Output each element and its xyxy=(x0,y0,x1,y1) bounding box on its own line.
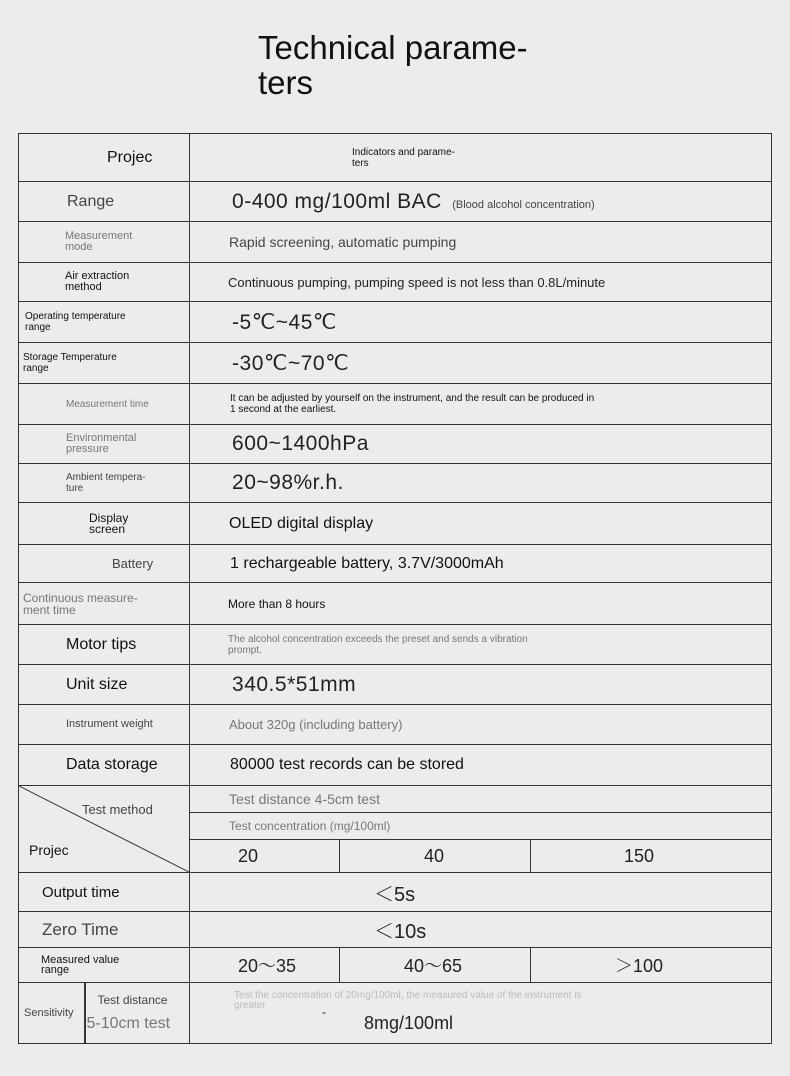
table-row xyxy=(19,625,772,665)
sens-note xyxy=(234,991,581,1011)
row-label-line1: Air extraction xyxy=(65,270,130,282)
sens-distance-label: Test distance xyxy=(97,993,168,1007)
test-col-3: 150 xyxy=(624,845,655,866)
row-label-line1: Continuous measure- xyxy=(23,590,138,605)
row-label xyxy=(19,271,189,293)
row-label xyxy=(19,592,189,616)
measured-label xyxy=(19,955,189,975)
row-label: Range xyxy=(67,192,115,210)
row-value-line2: 1 second at the earliest. xyxy=(230,404,337,415)
row-label-line2: ment time xyxy=(23,602,76,617)
table-row xyxy=(19,912,772,948)
row-label xyxy=(19,433,189,455)
row-value xyxy=(190,190,771,214)
row-label: Measurement time xyxy=(66,398,149,410)
table-row xyxy=(19,705,772,745)
zero-time-label: Zero Time xyxy=(42,919,119,939)
table-row xyxy=(19,464,772,503)
row-label xyxy=(19,231,189,253)
row-value: Continuous pumping, pumping speed is not less than 0.8L/minute xyxy=(228,274,606,290)
table-row xyxy=(19,384,772,425)
table-header-row xyxy=(19,134,772,182)
row-label: Unit size xyxy=(66,675,128,693)
row-value: 80000 test records can be stored xyxy=(230,756,464,773)
row-label-line2: method xyxy=(65,281,102,293)
test-project-label: Projec xyxy=(29,842,69,858)
measured-col-1: 20～35 xyxy=(238,956,297,976)
header-value-line1: Indicators and parame- xyxy=(352,146,455,158)
range-note: (Blood alcohol concentration) xyxy=(452,198,595,211)
row-label-line2: range xyxy=(23,363,49,374)
row-value xyxy=(190,634,771,656)
sens-note-line2: greater xyxy=(234,1000,266,1011)
sens-distance-value: 5-10cm test xyxy=(86,1015,171,1032)
row-label-line2: ture xyxy=(66,483,84,494)
page-title xyxy=(258,30,558,100)
measured-label-line1: Measured value xyxy=(41,954,120,966)
measured-col-3: ＞100 xyxy=(615,956,664,976)
test-concentration: Test concentration (mg/100ml) xyxy=(229,819,391,833)
header-value-line2: ters xyxy=(352,157,369,169)
test-col-1: 20 xyxy=(238,845,259,866)
row-label xyxy=(19,510,189,536)
row-value-line1: It can be adjusted by yourself on the instrument, and the result can be produced in xyxy=(230,393,595,404)
row-value: OLED digital display xyxy=(229,514,374,532)
row-value: Rapid screening, automatic pumping xyxy=(229,234,457,250)
page-title-line1: Technical parame- xyxy=(258,29,528,66)
row-label: Motor tips xyxy=(66,635,137,653)
page-title-line2: ters xyxy=(258,64,314,101)
row-value: -30℃~70℃ xyxy=(232,351,350,375)
output-time-label: Output time xyxy=(42,883,120,901)
row-value: More than 8 hours xyxy=(228,596,326,611)
output-time-value: ＜5s xyxy=(374,883,416,906)
measured-col-2: 40～65 xyxy=(404,956,463,976)
sens-dash: - xyxy=(322,1005,327,1019)
row-label-line1: Operating temperature xyxy=(25,311,126,322)
row-value-line1: The alcohol concentration exceeds the preset and sends a vibration xyxy=(228,633,528,645)
table-row xyxy=(19,182,772,222)
row-value xyxy=(190,393,771,415)
table-row xyxy=(19,425,772,464)
spec-table xyxy=(18,133,772,1044)
table-row xyxy=(19,745,772,786)
sensitivity-label: Sensitivity xyxy=(24,1007,74,1019)
row-label-line2: mode xyxy=(65,241,93,253)
row-label-line1: Environmental xyxy=(66,432,137,444)
table-row xyxy=(19,263,772,302)
row-value: -5℃~45℃ xyxy=(232,310,337,334)
table-row xyxy=(19,222,772,263)
row-label: Instrument weight xyxy=(66,718,153,730)
row-label: Data storage xyxy=(66,756,158,773)
header-project: Projec xyxy=(107,148,153,166)
row-value-line2: prompt. xyxy=(228,644,262,656)
row-value: 20~98%r.h. xyxy=(232,471,344,494)
table-row xyxy=(19,873,772,912)
diagonal-line xyxy=(19,786,189,872)
row-label xyxy=(19,352,189,374)
table-row xyxy=(19,302,772,343)
table-row xyxy=(19,665,772,705)
row-label-line1: Display xyxy=(89,510,129,525)
test-col-2: 40 xyxy=(424,845,445,866)
row-label xyxy=(19,472,189,494)
row-label-line2: screen xyxy=(89,521,126,536)
diagonal-header-cell xyxy=(19,786,190,873)
table-row xyxy=(19,503,772,545)
test-method-label: Test method xyxy=(82,802,153,817)
row-label: Battery xyxy=(112,556,154,571)
sens-value: 8mg/100ml xyxy=(364,1013,454,1033)
table-row xyxy=(19,583,772,625)
sens-note-line1: Test the concentration of 20mg/100ml, the measured value of the instrument is xyxy=(234,990,582,1001)
measured-label-line2: range xyxy=(41,964,70,976)
zero-time-value: ＜10s xyxy=(374,921,427,943)
table-row xyxy=(19,983,772,1044)
table-row xyxy=(19,786,772,813)
header-value xyxy=(190,147,771,169)
row-label-line1: Storage Temperature xyxy=(23,352,117,363)
table-row xyxy=(19,545,772,583)
row-value: 1 rechargeable battery, 3.7V/3000mAh xyxy=(230,554,504,572)
row-label xyxy=(19,311,189,333)
sens-distance-cell xyxy=(86,993,190,1033)
row-label-line1: Ambient tempera- xyxy=(66,472,146,483)
row-label-line2: pressure xyxy=(66,443,109,455)
sens-value-cell xyxy=(190,983,772,1044)
row-label-line1: Measurement xyxy=(65,230,133,242)
row-value: 600~1400hPa xyxy=(232,432,369,455)
range-value: 0-400 mg/100ml BAC xyxy=(232,189,442,213)
row-value: 340.5*51mm xyxy=(232,672,357,696)
row-label-line2: range xyxy=(25,322,51,333)
table-row xyxy=(19,948,772,983)
table-row xyxy=(19,343,772,384)
test-distance: Test distance 4-5cm test xyxy=(229,791,380,807)
row-value: About 320g (including battery) xyxy=(229,717,403,732)
